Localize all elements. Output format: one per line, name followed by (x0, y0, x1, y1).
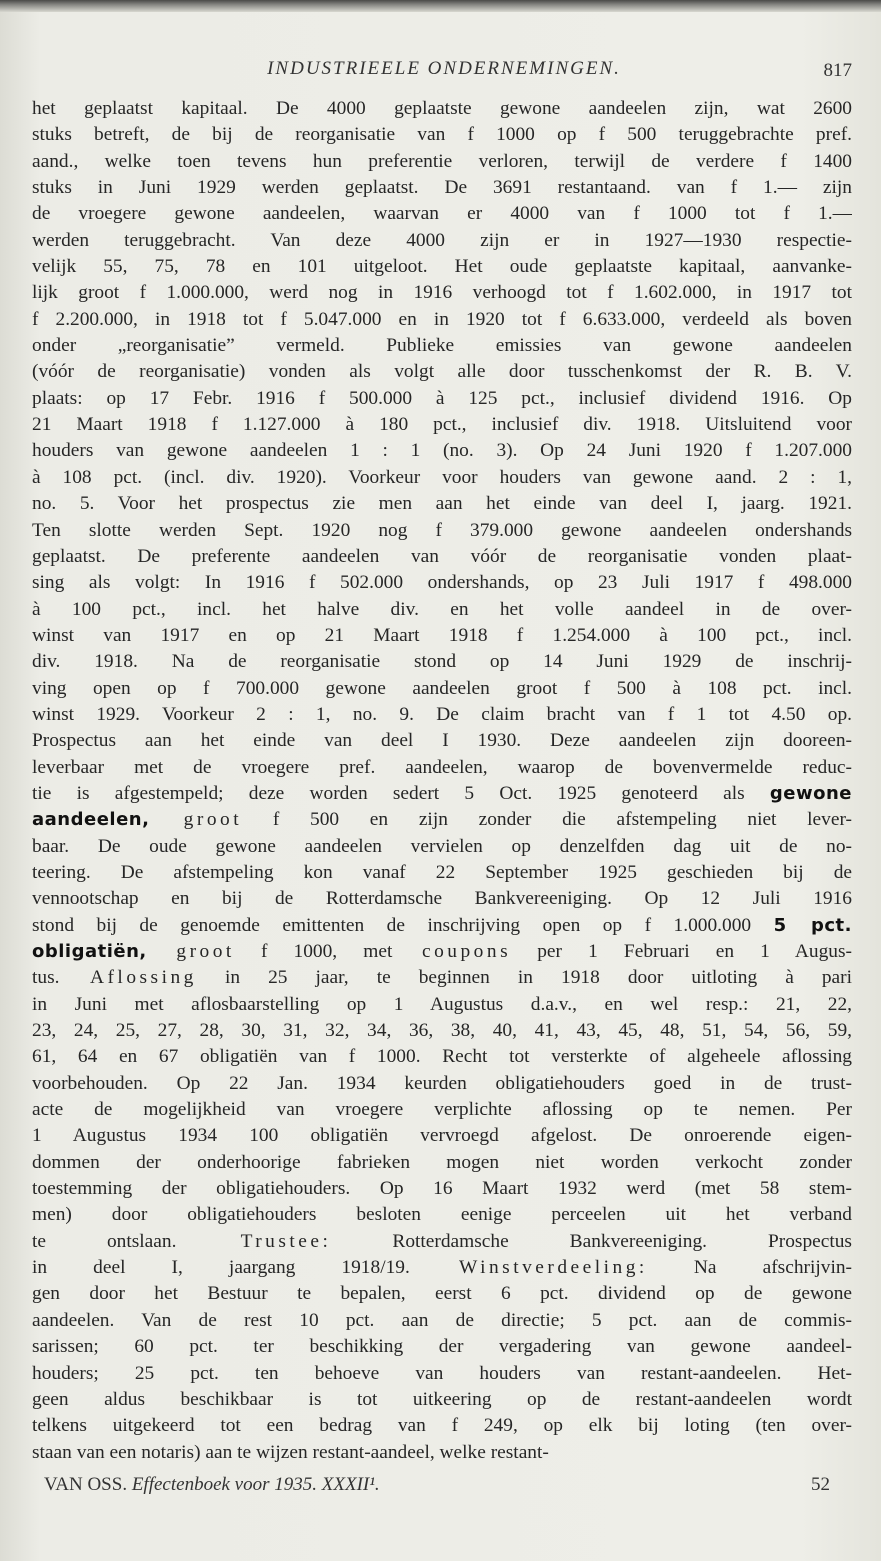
text-line (32, 149, 852, 175)
text-segment: lijk groot f 1.000.000, werd nog in 1916 verhoogd tot f 1.602.000, in 1917 tot (32, 282, 852, 304)
text-line (32, 201, 852, 227)
text-line (32, 1018, 852, 1044)
footer-book-title: Effectenboek voor 1935. (131, 1474, 318, 1495)
text-segment: groot (146, 941, 235, 962)
text-line (32, 1044, 852, 1070)
text-segment: dommen der onderhoorige fabrieken mogen niet worden verkocht zonder (32, 1151, 852, 1173)
text-line (32, 676, 852, 702)
text-segment: te ontslaan. (32, 1230, 177, 1252)
text-segment: tus. (32, 967, 60, 989)
text-segment: gewone (769, 782, 852, 804)
text-line (32, 965, 852, 991)
text-line (32, 1387, 852, 1413)
text-line (32, 781, 852, 807)
text-segment: 21 Maart 1918 f 1.127.000 à 180 pct., inclusief div. 1918. Uitsluitend voor (32, 414, 852, 436)
text-line (32, 702, 852, 728)
text-segment: de vroegere gewone aandeelen, waarvan er 4000 van f 1000 tot f 1.— (32, 203, 852, 225)
page-top-edge (0, 0, 881, 12)
footer-imprint (44, 1474, 380, 1496)
text-segment: sing als volgt: In 1916 f 502.000 ondershands, op 23 Juli 1917 f 498.000 (32, 572, 852, 594)
text-segment: het geplaatst kapitaal. De 4000 geplaatste gewone aandeelen zijn, wat 2600 (32, 98, 852, 119)
text-line (32, 728, 852, 754)
text-segment: voorbehouden. Op 22 Jan. 1934 keurden obligatiehouders goed in de trust- (32, 1072, 852, 1094)
text-segment: 23, 24, 25, 27, 28, 30, 31, 32, 34, 36, 38, 40, 41, 43, 45, 48, 51, 54, 56, 59, (32, 1020, 852, 1042)
text-line (32, 860, 852, 886)
text-segment: telkens uitgekeerd tot een bedrag van f 249, op elk bij loting (ten over- (32, 1415, 852, 1437)
text-line (32, 1413, 852, 1439)
text-segment: 61, 64 en 67 obligatiën van f 1000. Recht tot versterkte of algeheele aflossing (32, 1046, 852, 1068)
text-segment: in Juni met aflosbaarstelling op 1 Augustus d.a.v., en wel resp.: 21, 22, (32, 993, 852, 1015)
text-line (32, 1255, 852, 1281)
text-segment: f 500 en zijn zonder die afstempeling niet lever- (242, 809, 852, 831)
text-line (32, 1361, 852, 1387)
text-segment: à 108 pct. (incl. div. 1920). Voorkeur voor houders van gewone aand. 2 : 1, (32, 466, 852, 488)
text-segment: coupons (392, 941, 512, 962)
text-segment: baar. De oude gewone aandeelen vervielen op denzelfden dag uit de no- (32, 835, 852, 857)
text-line (32, 992, 852, 1018)
running-header (36, 58, 852, 88)
text-segment: in deel I, jaargang 1918/19. (32, 1257, 410, 1279)
text-line (32, 175, 852, 201)
text-segment: in 25 jaar, te beginnen in 1918 door uitloting à pari (196, 967, 852, 989)
running-title: INDUSTRIEELE ONDERNEMINGEN. (267, 58, 621, 79)
text-segment: stond bij de genoemde emittenten de inschrijving open op f 1.000.000 (32, 914, 774, 936)
text-line (32, 570, 852, 596)
text-segment: (vóór de reorganisatie) vonden als volgt alle door tusschenkomst der R. B. V. (32, 361, 852, 383)
text-segment: velijk 55, 75, 78 en 101 uitgeloot. Het oude geplaatste kapitaal, aanvanke- (32, 256, 852, 278)
text-segment: obligatiën, (32, 941, 147, 962)
text-line (32, 96, 852, 122)
text-line (32, 1334, 852, 1360)
text-line (32, 649, 852, 675)
text-line (32, 1150, 852, 1176)
text-line (32, 807, 852, 833)
text-line (32, 280, 852, 306)
text-line (32, 939, 852, 965)
text-line (32, 386, 852, 412)
text-segment: à 100 pct., incl. het halve div. en het volle aandeel in de over- (32, 598, 852, 620)
text-line (32, 623, 852, 649)
text-line (32, 438, 852, 464)
text-segment: aandeelen. Van de rest 10 pct. aan de directie; 5 pct. aan de commis- (32, 1309, 852, 1331)
text-line (32, 1229, 852, 1255)
text-line (32, 228, 852, 254)
text-line (32, 1281, 852, 1307)
text-line (32, 1202, 852, 1228)
text-segment: gen door het Bestuur te bepalen, eerst 6 pct. dividend op de gewone (32, 1283, 852, 1305)
text-line (32, 1308, 852, 1334)
text-segment: stuks betreft, de bij de reorganisatie van f 1000 op f 500 teruggebrachte pref. (32, 124, 852, 146)
text-line (32, 307, 852, 333)
text-line (32, 544, 852, 570)
text-segment: div. 1918. Na de reorganisatie stond op 14 Juni 1929 de inschrij- (32, 651, 852, 673)
text-segment: groot (149, 809, 243, 831)
text-segment: winst 1929. Voorkeur 2 : 1, no. 9. De claim bracht van f 1 tot 4.50 op. (32, 703, 852, 725)
text-segment: houders van gewone aandeelen 1 : 1 (no. 3). Op 24 Juni 1920 f 1.207.000 (32, 440, 852, 462)
text-segment: Winstverdeeling: (409, 1257, 648, 1279)
text-line (32, 491, 852, 517)
text-line (32, 913, 852, 939)
body-text (32, 96, 852, 1466)
text-segment: f 1000, met (234, 941, 393, 962)
text-line (32, 886, 852, 912)
text-line (32, 254, 852, 280)
text-segment: Trustee: (176, 1230, 332, 1252)
text-line (32, 597, 852, 623)
text-segment: no. 5. Voor het prospectus zie men aan het einde van deel I, jaarg. 1921. (32, 493, 852, 515)
text-segment: ving open op f 700.000 gewone aandeelen groot f 500 à 108 pct. incl. (32, 677, 852, 699)
text-segment: plaats: op 17 Febr. 1916 f 500.000 à 125 pct., inclusief dividend 1916. Op (32, 387, 852, 409)
text-segment: Prospectus aan het einde van deel I 1930. Deze aandeelen zijn dooreen- (32, 730, 852, 752)
text-segment: stuks in Juni 1929 werden geplaatst. De 3691 restantaand. van f 1.— zijn (32, 177, 852, 199)
text-line (32, 122, 852, 148)
text-segment: acte de mogelijkheid van vroegere verplichte aflossing op te nemen. Per (32, 1099, 852, 1121)
text-line (32, 412, 852, 438)
page-footer (44, 1474, 830, 1502)
text-line (32, 1176, 852, 1202)
text-segment: teering. De afstempeling kon vanaf 22 September 1925 geschieden bij de (32, 861, 852, 883)
text-line (32, 465, 852, 491)
text-segment: werden teruggebracht. Van deze 4000 zijn er in 1927—1930 respectie- (32, 229, 852, 251)
text-line (32, 1071, 852, 1097)
text-line (32, 333, 852, 359)
text-line (32, 1123, 852, 1149)
text-line (32, 518, 852, 544)
text-line (32, 1440, 852, 1466)
text-segment: Rotterdamsche Bankvereeniging. Prospectus (331, 1230, 852, 1252)
text-line (32, 834, 852, 860)
footer-signature: 52 (811, 1474, 830, 1495)
text-segment: tie is afgestempeld; deze worden sedert 5 Oct. 1925 genoteerd als (32, 782, 770, 804)
text-line (32, 1097, 852, 1123)
text-segment: winst van 1917 en op 21 Maart 1918 f 1.254.000 à 100 pct., incl. (32, 624, 852, 646)
text-segment: aand., welke toen tevens hun preferentie verloren, terwijl de verdere f 1400 (32, 150, 852, 172)
text-segment: aandeelen, (32, 809, 150, 831)
text-segment: men) door obligatiehouders besloten eenige perceelen uit het verband (32, 1204, 852, 1226)
text-segment: f 2.200.000, in 1918 tot f 5.047.000 en in 1920 tot f 6.633.000, verdeeld als boven (32, 308, 852, 330)
text-segment: houders; 25 pct. ten behoeve van houders van restant-aandeelen. Het- (32, 1362, 852, 1384)
footer-volume: XXXII¹. (321, 1474, 380, 1495)
text-segment: 1 Augustus 1934 100 obligatiën vervroegd afgelost. De onroerende eigen- (32, 1125, 852, 1147)
text-segment: geen aldus beschikbaar is tot uitkeering op de restant-aandeelen wordt (32, 1388, 852, 1410)
text-segment: per 1 Februari en 1 Augus- (511, 941, 852, 962)
text-line (32, 359, 852, 385)
page-number: 817 (823, 60, 852, 81)
text-segment: toestemming der obligatiehouders. Op 16 Maart 1932 werd (met 58 stem- (32, 1178, 852, 1200)
text-segment: Ten slotte werden Sept. 1920 nog f 379.000 gewone aandeelen ondershands (32, 519, 852, 541)
text-segment: leverbaar met de vroegere pref. aandeelen, waarop de bovenvermelde reduc- (32, 756, 852, 778)
text-segment: 5 pct. (773, 914, 852, 936)
text-line (32, 755, 852, 781)
text-segment: Aflossing (59, 967, 197, 989)
text-segment: vennootschap en bij de Rotterdamsche Bankvereeniging. Op 12 Juli 1916 (32, 888, 852, 910)
text-segment: geplaatst. De preferente aandeelen van vóór de reorganisatie vonden plaat- (32, 545, 852, 567)
footer-author: VAN OSS. (44, 1474, 128, 1495)
text-segment: sarissen; 60 pct. ter beschikking der vergadering van gewone aandeel- (32, 1336, 852, 1358)
text-segment: staan van een notaris) aan te wijzen restant-aandeel, welke restant- (32, 1441, 549, 1463)
text-segment: onder „reorganisatie” vermeld. Publieke emissies van gewone aandeelen (32, 335, 852, 357)
text-segment: Na afschrijvin- (647, 1257, 852, 1279)
